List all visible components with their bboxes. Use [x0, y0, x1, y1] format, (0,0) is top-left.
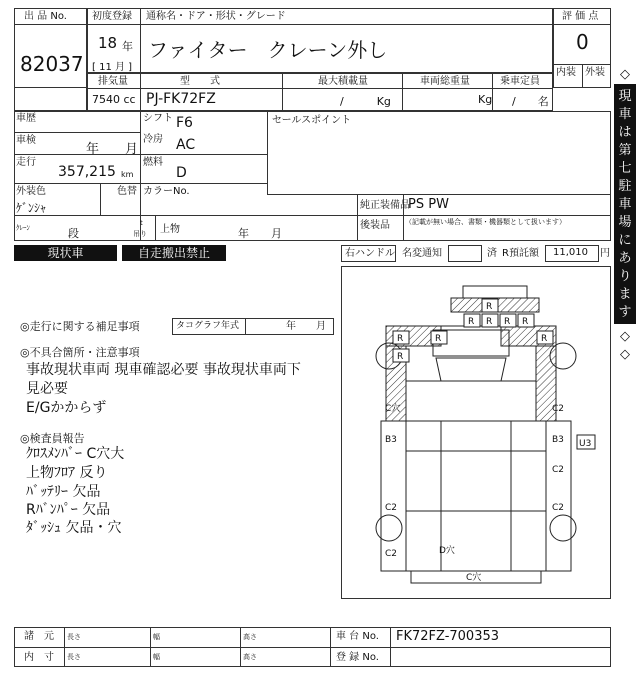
lot-number: 82037 — [20, 52, 84, 76]
side-notice — [614, 66, 636, 366]
inspection-value: 年 月 — [86, 142, 139, 157]
chassis-number-label: 車 台 No. — [336, 631, 379, 642]
max-load-value: / Kg — [340, 95, 391, 108]
mark-u3-right: U3 — [579, 439, 592, 449]
year-unit: 年 — [122, 40, 133, 53]
supplement-label: ◎走行に関する補足事項 — [20, 320, 140, 333]
defect-line-1: 事故現状車両 現車確認必要 事故現状車両下 — [26, 362, 301, 378]
mark-d-center: D穴 — [439, 546, 455, 556]
side-char: に — [618, 233, 632, 248]
inspector-line-2: 上物ﾌﾛｱ 反り — [26, 465, 108, 481]
exterior-color-value: ｹﾞﾝｼｬ — [16, 201, 47, 215]
side-char: す — [618, 305, 632, 320]
sales-point-label: セールスポイント — [272, 115, 352, 126]
displacement-label: 排気量 — [98, 76, 128, 87]
r-deposit-label: R預託額 — [502, 248, 539, 259]
color-change-label: 色替 — [117, 186, 137, 197]
defect-line-2: 見必要 — [26, 381, 68, 397]
dims-length-label: 長さ — [67, 633, 81, 641]
rear-right-wheel — [550, 515, 576, 541]
interior-height-label: 高さ — [243, 653, 257, 661]
side-char: 現 — [618, 89, 632, 104]
crane-ton-unit: t — [140, 219, 143, 227]
car-name: ファイター クレーン外し — [148, 38, 388, 62]
mark-r-grille-1: R — [468, 317, 475, 327]
score-label: 評 価 点 — [562, 11, 599, 22]
mark-r-grille-2: R — [486, 317, 493, 327]
mileage-value: 357,215 — [58, 164, 116, 180]
tachograph-value: 年 月 — [286, 321, 326, 332]
defects-label: ◎不具合箇所・注意事項 — [20, 346, 140, 359]
mark-c-bottom: C穴 — [466, 573, 482, 583]
mark-r-top: R — [486, 302, 493, 312]
side-char: は — [618, 125, 632, 140]
history-label: 車歴 — [16, 113, 36, 124]
inspector-line-5: ﾀﾞｯｼｭ 欠品・穴 — [26, 520, 122, 536]
crane-label: ｸﾚｰﾝ — [16, 224, 30, 232]
capacity-label: 乗車定員 — [500, 76, 540, 87]
interior-score-label: 内装 — [556, 67, 576, 78]
max-load-label: 最大積載量 — [318, 76, 368, 87]
displacement-value: 7540 cc — [92, 93, 136, 106]
aftermarket-note: （記載が無い場合、書類・機器類として扱います） — [405, 218, 566, 226]
crane-step: 段 — [68, 227, 79, 240]
interior-dims-label: 内 寸 — [24, 652, 54, 663]
first-registration-month: [ 11 月 ] — [92, 62, 133, 73]
current-car-badge: 現状車 — [14, 245, 117, 261]
rhd-label: 右ハンドル — [345, 248, 395, 259]
shift-value: F6 — [176, 115, 193, 131]
name-change-label: 名変通知 — [402, 248, 442, 259]
inspector-label: ◎検査員報告 — [20, 432, 85, 445]
mark-c-left: C穴 — [385, 404, 401, 414]
rear-left-wheel — [376, 515, 402, 541]
equipment-value: PS PW — [408, 197, 449, 212]
truck-diagram — [341, 266, 611, 599]
mark-r-grille-3: R — [504, 317, 511, 327]
dims-height-label: 高さ — [243, 633, 257, 641]
fuel-value: D — [176, 165, 187, 181]
dims-label: 諸 元 — [24, 631, 54, 642]
mark-c2-right-3: C2 — [552, 503, 565, 513]
ac-label: 冷房 — [143, 134, 163, 145]
self-drive-prohibited-badge: 自走搬出禁止 — [122, 245, 226, 261]
interior-width-label: 幅 — [153, 653, 160, 661]
side-char: 七 — [618, 161, 632, 176]
first-registration-label: 初度登録 — [92, 11, 132, 22]
grade-label: 通称名・ドア・形状・グレード — [146, 11, 286, 22]
mark-c2-left-2: C2 — [385, 549, 398, 559]
mark-r-grille-4: R — [522, 317, 529, 327]
inspector-line-1: ｸﾛｽﾒﾝﾊﾞｰ C穴大 — [26, 446, 125, 462]
mileage-label: 走行 — [16, 157, 36, 168]
side-char: ま — [618, 287, 632, 302]
crane-ton: 吊り — [133, 230, 147, 238]
lot-label: 出 品 No. — [24, 11, 67, 22]
first-registration-year: 18 — [98, 34, 118, 52]
model-label: 型 式 — [180, 76, 220, 87]
mark-c2-right-1: C2 — [552, 404, 565, 414]
mark-c2-left-1: C2 — [385, 503, 398, 513]
inspector-line-4: Rﾊﾞﾝﾊﾟｰ 欠品 — [26, 502, 111, 518]
chassis-number-value: FK72FZ-700353 — [396, 629, 500, 644]
name-change-box — [448, 245, 482, 262]
ac-value: AC — [176, 137, 196, 153]
score-value: 0 — [576, 30, 589, 54]
inspector-line-3: ﾊﾞｯﾃﾘｰ 欠品 — [26, 484, 101, 500]
yen-label: 円 — [600, 248, 610, 259]
mileage-unit: km — [121, 170, 134, 179]
mark-b3-left: B3 — [385, 435, 397, 445]
r-deposit-value: 11,010 — [553, 247, 588, 258]
side-char: あ — [618, 251, 632, 266]
color-number-label: カラーNo. — [143, 186, 190, 197]
mark-b3-right: B3 — [552, 435, 564, 445]
side-char: 車 — [618, 107, 632, 122]
capacity-value: / 名 — [512, 95, 549, 108]
side-char: 駐 — [618, 179, 632, 194]
fuel-label: 燃料 — [143, 157, 163, 168]
recycle-done: 済 — [487, 248, 497, 259]
upper-body-date: 年 月 — [238, 227, 282, 240]
aftermarket-label: 後装品 — [360, 220, 390, 231]
side-char: ◇ — [620, 67, 630, 82]
equipment-label: 純正装備品 — [360, 200, 410, 211]
chassis-frame — [406, 421, 546, 571]
side-char: ◇ — [620, 347, 630, 362]
inspection-label: 車検 — [16, 135, 36, 146]
mark-c2-right-2: C2 — [552, 465, 565, 475]
mark-r-left-1: R — [397, 334, 404, 344]
model-value: PJ-FK72FZ — [146, 91, 216, 107]
gross-weight-value: Kg — [478, 93, 493, 106]
side-char: 車 — [618, 197, 632, 212]
side-char: り — [618, 269, 632, 284]
dims-width-label: 幅 — [153, 633, 160, 641]
upper-body-label: 上物 — [160, 224, 180, 235]
defect-line-3: E/Gかからず — [26, 400, 107, 416]
mark-r-left-3: R — [397, 352, 404, 362]
interior-length-label: 長さ — [67, 653, 81, 661]
side-char: ◇ — [620, 329, 630, 344]
side-char: 第 — [618, 143, 632, 158]
mark-r-right: R — [541, 334, 548, 344]
registration-number-label: 登 録 No. — [336, 652, 379, 663]
tachograph-label: タコグラフ年式 — [176, 321, 240, 331]
exterior-score-label: 外装 — [585, 67, 605, 78]
side-char: 場 — [618, 215, 632, 230]
shift-label: シフト — [143, 113, 173, 124]
spec-row-left — [14, 88, 87, 111]
mark-r-left-2: R — [435, 334, 442, 344]
exterior-color-label: 外装色 — [16, 186, 46, 197]
gross-weight-label: 車両総重量 — [420, 76, 470, 87]
